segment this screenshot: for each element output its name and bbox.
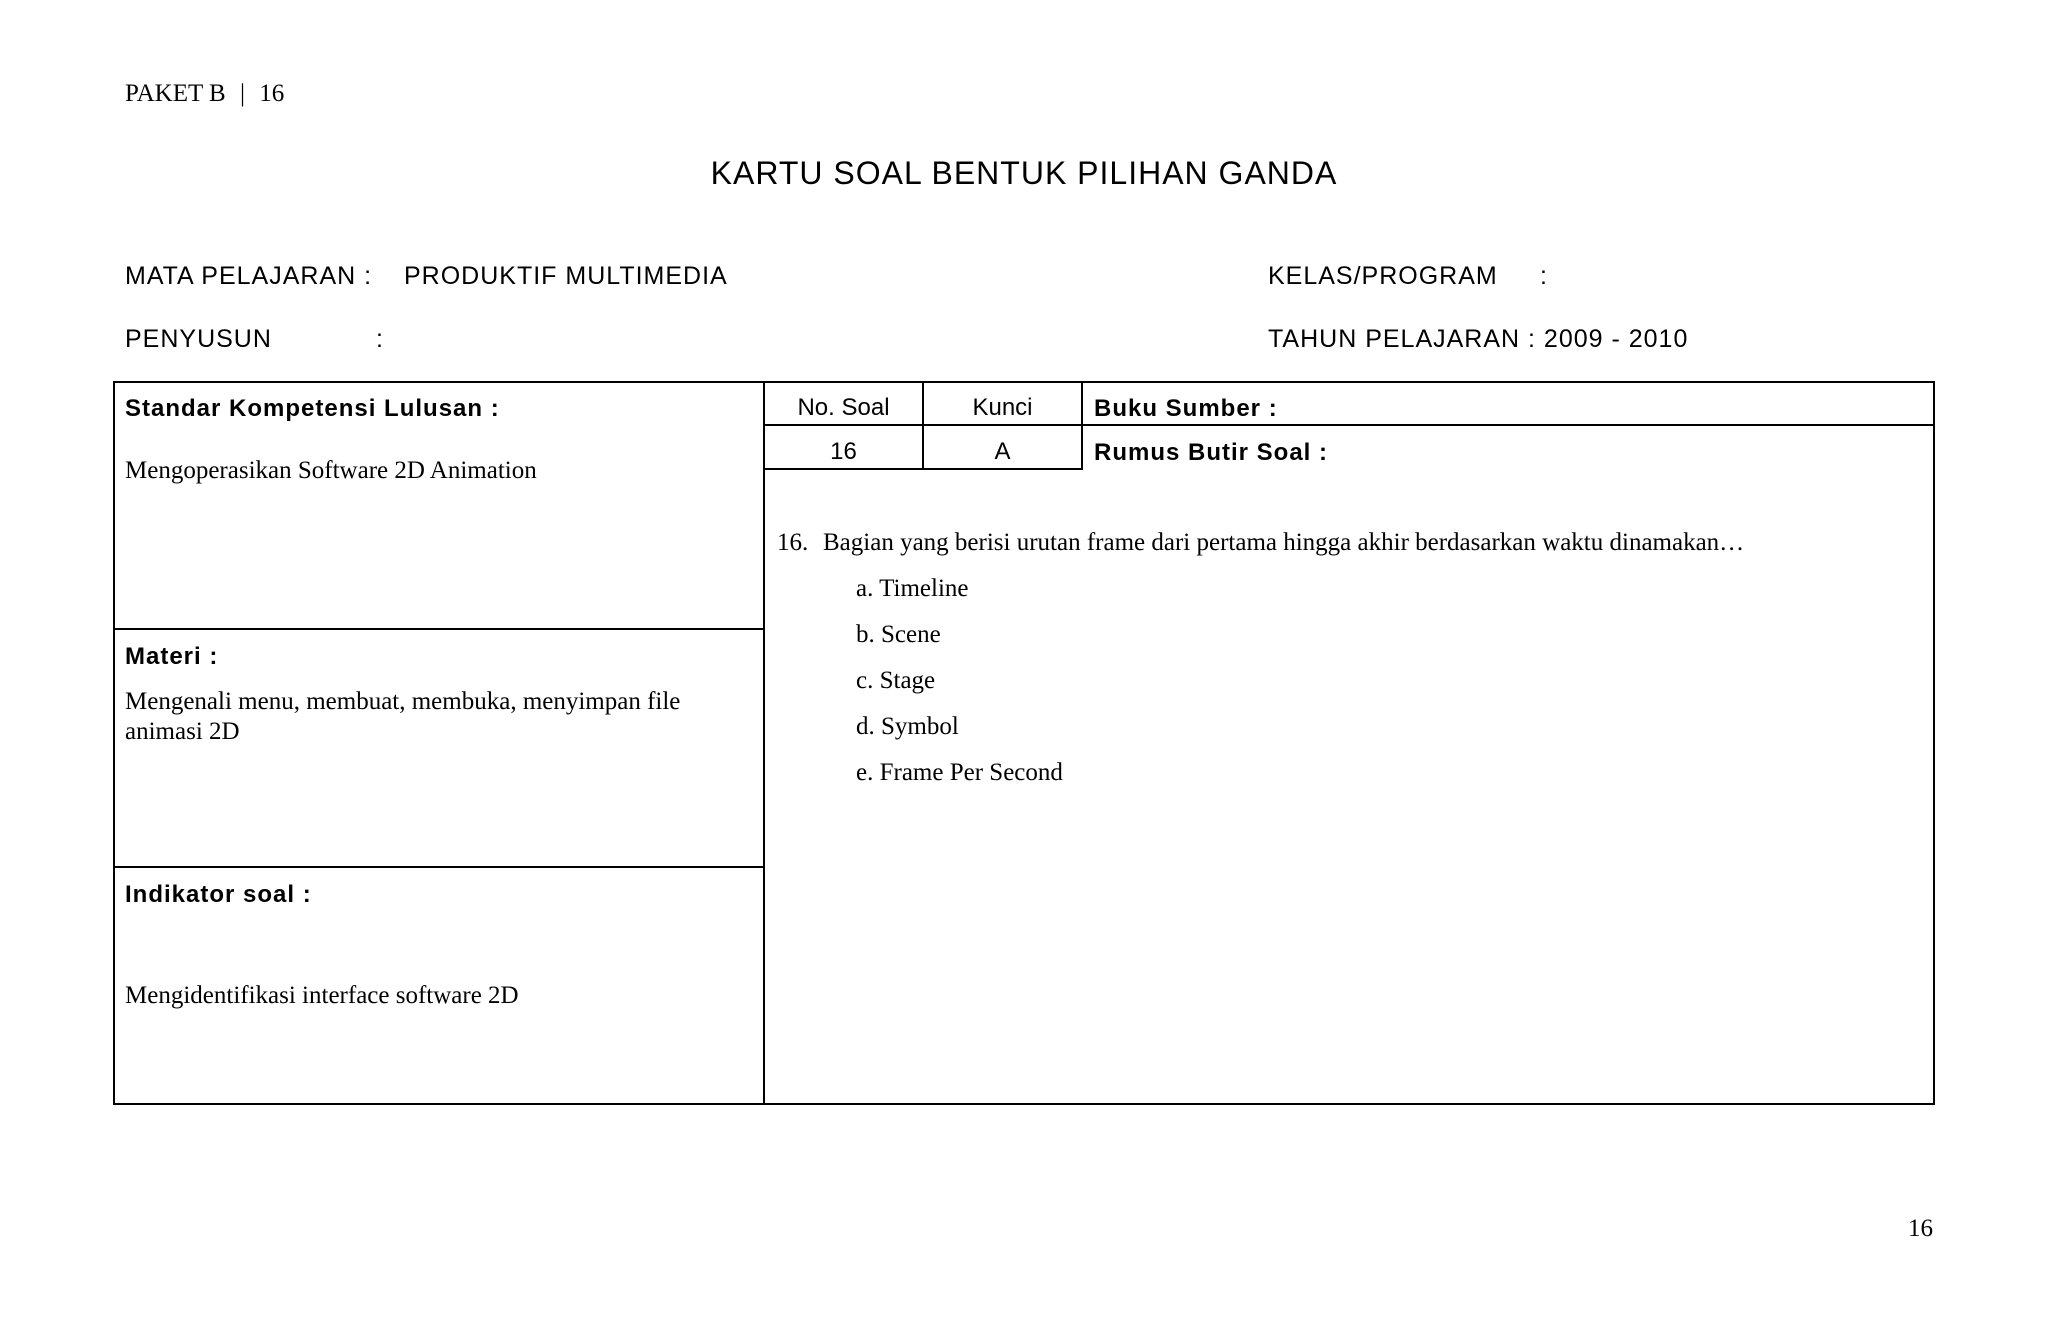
no-soal-label: No. Soal xyxy=(797,394,890,421)
kelas-program-label: KELAS/PROGRAM xyxy=(1268,262,1498,290)
indikator-value: Mengidentifikasi interface software 2D xyxy=(125,982,519,1009)
mata-pelajaran-value: PRODUKTIF MULTIMEDIA xyxy=(404,262,728,290)
no-soal-value: 16 xyxy=(830,438,857,465)
option-c: c. Stage xyxy=(856,667,936,694)
tahun-pelajaran: TAHUN PELAJARAN : 2009 - 2010 xyxy=(1268,325,1689,353)
rumus-butir-soal-label: Rumus Butir Soal : xyxy=(1094,439,1329,466)
question-number: 16. xyxy=(777,529,809,556)
skl-label: Standar Kompetensi Lulusan : xyxy=(125,395,500,422)
materi-value-line2: animasi 2D xyxy=(125,718,240,745)
table-row-divider-1 xyxy=(113,628,765,630)
mata-pelajaran-label: MATA PELAJARAN : xyxy=(125,262,373,290)
table-row-divider-2 xyxy=(113,866,765,868)
paket-label: PAKET B xyxy=(125,80,226,107)
kunci-divider xyxy=(1081,381,1083,470)
kunci-value: A xyxy=(994,438,1011,465)
table-border-right xyxy=(1933,381,1935,1105)
option-e: e. Frame Per Second xyxy=(856,759,1063,786)
table-border-top xyxy=(113,381,1935,383)
kelas-program-colon: : xyxy=(1540,262,1548,290)
table-border-left xyxy=(113,381,115,1105)
penyusun-label: PENYUSUN xyxy=(125,325,272,353)
header-page-number: 16 xyxy=(259,80,285,107)
question-text: Bagian yang berisi urutan frame dari pertama hingga akhir berdasarkan waktu dinamakan… xyxy=(823,529,1745,556)
document-title: KARTU SOAL BENTUK PILIHAN GANDA xyxy=(710,155,1338,191)
skl-value: Mengoperasikan Software 2D Animation xyxy=(125,457,537,484)
option-a: a. Timeline xyxy=(856,575,969,602)
header-row-divider xyxy=(763,424,1935,426)
penyusun-colon: : xyxy=(376,325,384,353)
indikator-label: Indikator soal : xyxy=(125,881,312,908)
table-border-bottom xyxy=(113,1103,1935,1105)
page-header xyxy=(125,80,284,108)
header-separator: | xyxy=(239,80,245,107)
option-d: d. Symbol xyxy=(856,713,959,740)
materi-label: Materi : xyxy=(125,643,219,670)
materi-value-line1: Mengenali menu, membuat, membuka, menyimpan file xyxy=(125,688,681,715)
buku-sumber-label: Buku Sumber : xyxy=(1094,395,1278,422)
table-column-divider xyxy=(763,381,765,1105)
footer-page-number: 16 xyxy=(1908,1215,1933,1242)
option-b: b. Scene xyxy=(856,621,941,648)
kunci-label: Kunci xyxy=(972,394,1033,421)
